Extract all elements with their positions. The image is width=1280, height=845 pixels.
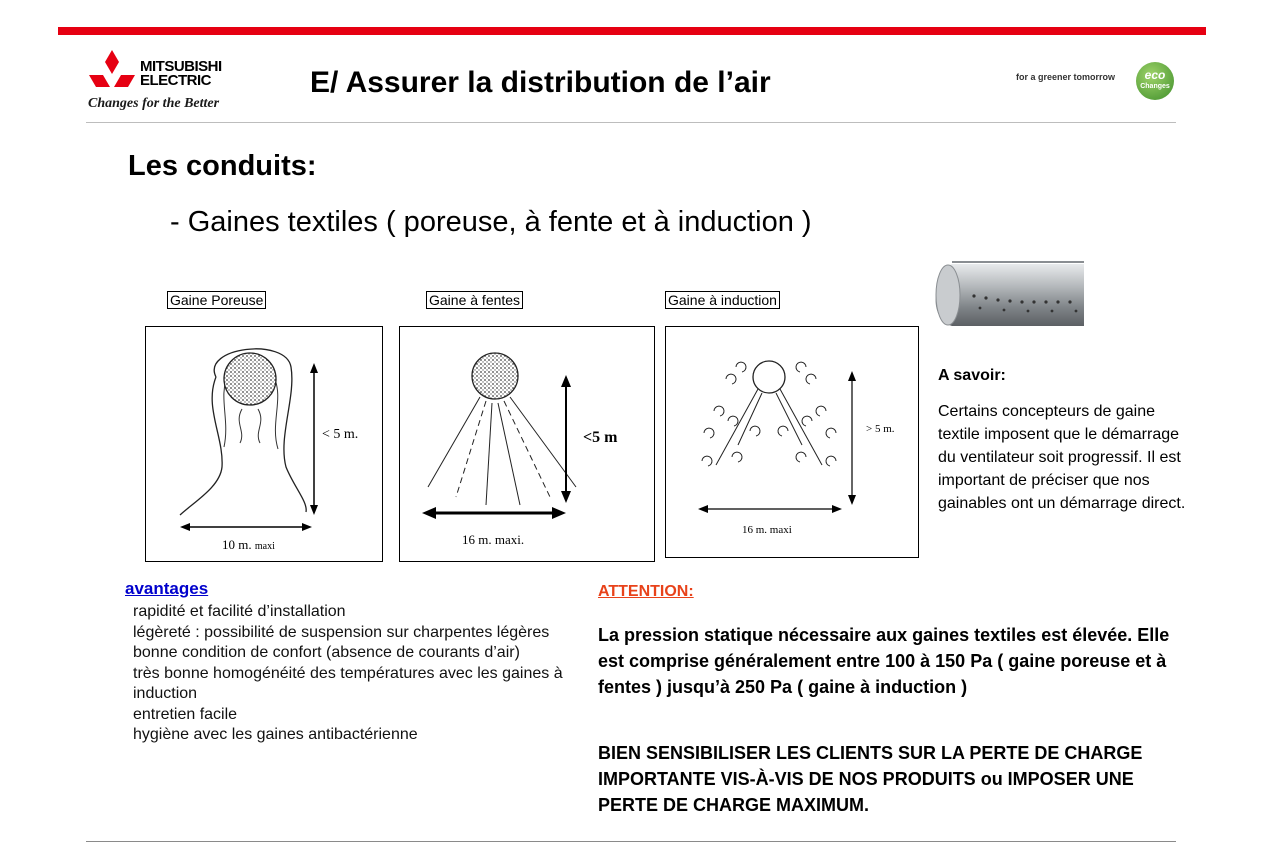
diagram-gaine-fentes	[399, 326, 655, 562]
porous-airflow-drawing	[146, 327, 382, 561]
width-label: 16 m. maxi.	[462, 532, 525, 547]
tagline: for a greener tomorrow	[1016, 72, 1116, 82]
list-item: légèreté : possibilité de suspension sur charpentes légères	[133, 623, 550, 641]
section-title: Les conduits:	[128, 150, 317, 182]
height-label: <5 m	[583, 429, 618, 446]
page-title: E/ Assurer la distribution de l’air	[310, 66, 771, 99]
width-label: 16 m. maxi	[742, 524, 792, 536]
list-item: entretien facile	[133, 705, 238, 723]
attention-title: ATTENTION:	[598, 583, 694, 600]
avantages-list	[133, 602, 573, 746]
caption-gaine-poreuse: Gaine Poreuse	[167, 291, 266, 309]
top-accent-bar	[58, 27, 1206, 35]
header-divider	[86, 122, 1176, 123]
textile-duct-photo	[934, 254, 1084, 334]
avantages-title: avantages	[125, 579, 209, 598]
footer-divider	[86, 841, 1176, 842]
induction-airflow-drawing	[666, 327, 918, 557]
a-savoir-text: Certains concepteurs de gaine textile imposent que le démarrage du ventilateur soit progressif. Il est important de préciser que nos gainables ont un démarrage direct.	[938, 403, 1186, 512]
brand-name: MITSUBISHI ELECTRIC	[140, 58, 222, 89]
height-label: > 5 m.	[866, 423, 895, 435]
list-item: hygiène avec les gaines antibactérienne	[133, 726, 418, 743]
diagram-gaine-induction	[665, 326, 919, 558]
width-label: 10 m. maxi	[222, 537, 275, 552]
diagram-gaine-poreuse	[145, 326, 383, 562]
caption-gaine-fentes: Gaine à fentes	[426, 291, 523, 309]
list-item: rapidité et facilité d’installation	[133, 603, 346, 620]
eco-changes-badge-icon: eco Changes	[1136, 62, 1174, 100]
subtitle: - Gaines textiles ( poreuse, à fente et à induction )	[170, 206, 812, 238]
brand-slogan: Changes for the Better	[88, 96, 220, 111]
caption-gaine-induction: Gaine à induction	[665, 291, 780, 309]
duct-photo-drawing	[934, 254, 1084, 334]
attention-paragraph-pressure: La pression statique nécessaire aux gaines textiles est élevée. Elle est comprise généralement entre 100 à 150 Pa ( gaine poreuse et à fentes ) jusqu’à 250 Pa ( gaine à induction )	[598, 625, 1170, 697]
list-item: bonne condition de confort (absence de courants d’air)	[133, 644, 520, 661]
height-label: < 5 m.	[322, 427, 359, 442]
mitsubishi-diamonds-logo-icon	[88, 48, 136, 92]
attention-paragraph-warning: BIEN SENSIBILISER LES CLIENTS SUR LA PERTE DE CHARGE IMPORTANTE VIS-À-VIS DE NOS PRODUITS ou IMPOSER UNE PERTE DE CHARGE MAXIMUM.	[598, 743, 1143, 815]
a-savoir-title: A savoir:	[938, 367, 1006, 384]
list-item: très bonne homogénéité des températures avec les gaines à induction	[133, 664, 563, 702]
